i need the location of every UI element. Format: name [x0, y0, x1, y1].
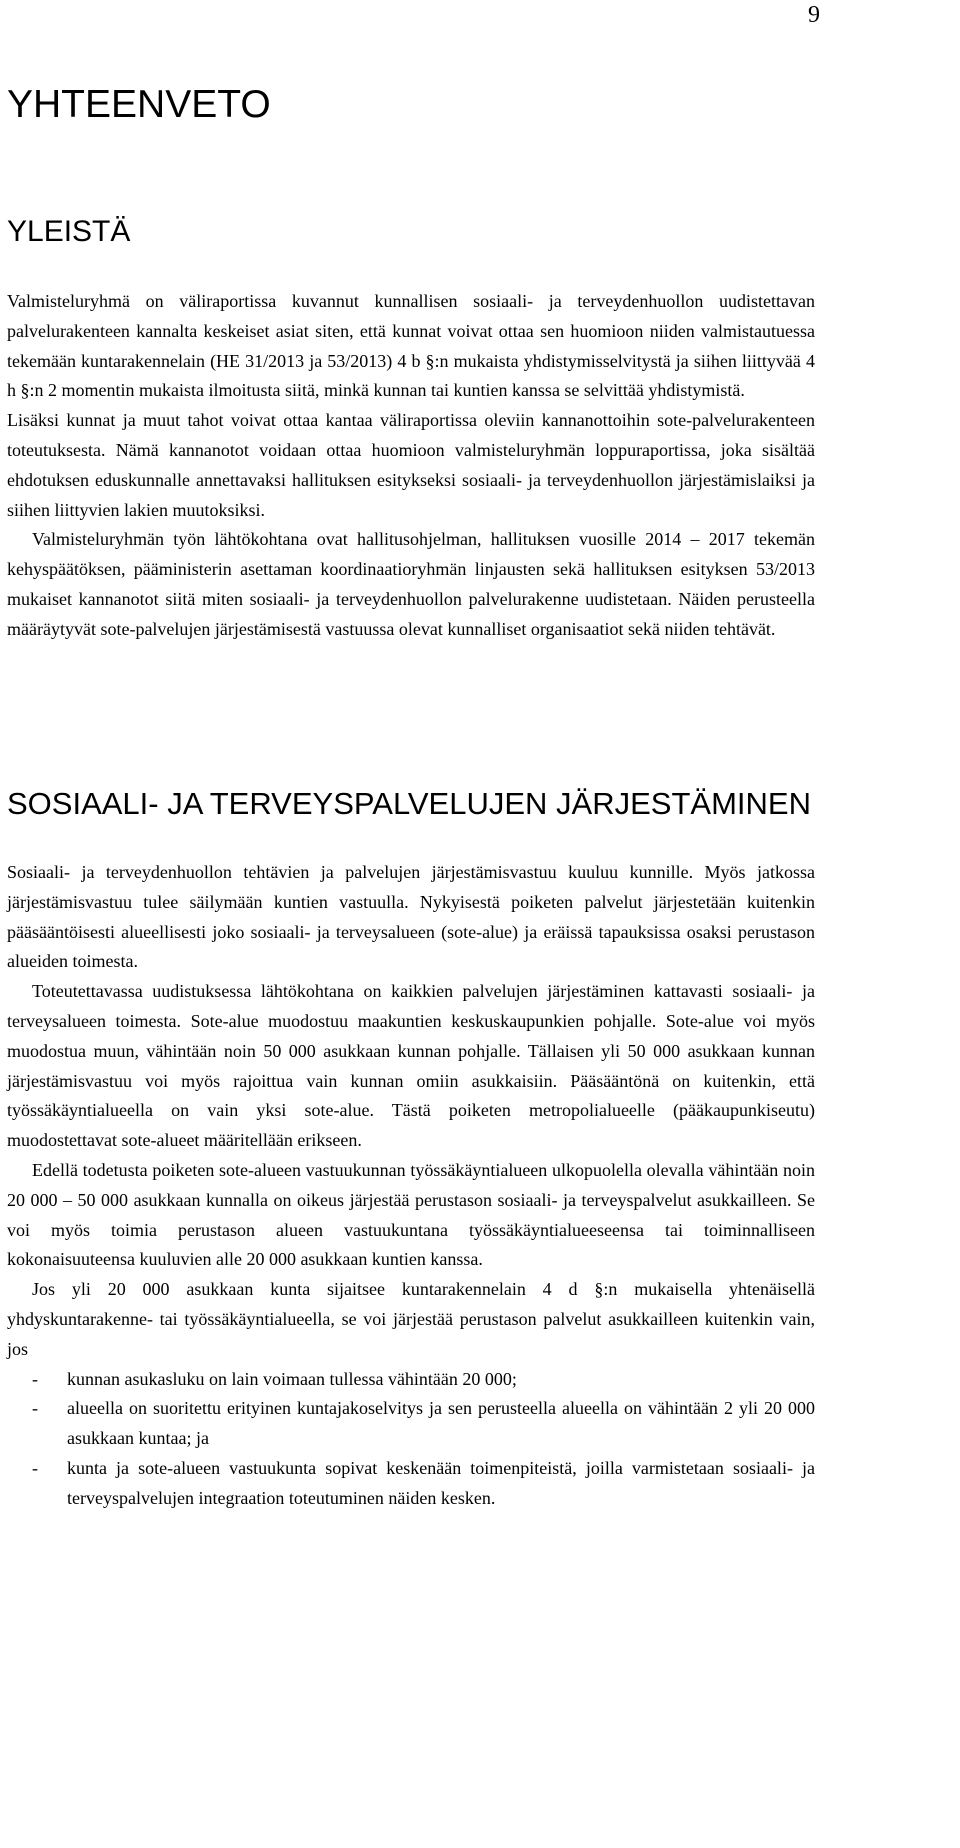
list-item [7, 1365, 815, 1395]
paragraph: Valmisteluryhmän työn lähtökohtana ovat hallitusohjelman, hallituksen vuosille 2014 – 2017 tekemän kehyspäätöksen, pääministerin asettaman koordinaatioryhmän linjausten sekä hallituksen esityksen 53/2013 mukaiset kannanotot siitä miten sosiaali- ja terveydenhuollon palvelurakenne uudistetaan. Näiden perusteella määräytyvät sote-palvelujen järjestämisestä vastuussa olevat kunnalliset organisaatiot sekä niiden tehtävät. [7, 529, 815, 639]
condition-list [7, 1365, 815, 1514]
paragraph: Toteutettavassa uudistuksessa lähtökohtana on kaikkien palvelujen järjestäminen kattavasti sosiaali- ja terveysalueen toimesta. Sote-alue muodostuu maakuntien keskuskaupunkien pohjalle. Sote-alue voi myös muodostua muun, vähintään noin 50 000 asukkaan kunnan pohjalle. Tällaisen yli 50 000 asukkaan kunnan järjestämisvastuu voi myös rajoittua vain kunnan omiin asukkaisiin. Pääsääntönä on kuitenkin, että työssäkäyntialueella on vain yksi sote-alue. Tästä poiketen metropolialueelle (pääkaupunkiseutu) muodostettavat sote-alueet määritellään erikseen. [7, 981, 815, 1151]
section-yleista-body [7, 287, 815, 645]
dash-bullet: - [32, 1457, 38, 1478]
paragraph: Jos yli 20 000 asukkaan kunta sijaitsee kuntarakennelain 4 d §:n mukaisella yhtenäisellä yhdyskuntarakenne- tai työssäkäyntialueella, se voi järjestää perustason palvelut asukkailleen kuitenkin vain, jos [7, 1279, 815, 1359]
section-heading-jarjestaminen: SOSIAALI- JA TERVEYSPALVELUJEN JÄRJESTÄMINEN [7, 786, 811, 821]
list-item-text: alueella on suoritettu erityinen kuntajakoselvitys ja sen perusteella alueella on vähintään 2 yli 20 000 asukkaan kuntaa; ja [67, 1398, 815, 1449]
section-jarjestaminen-body [7, 858, 815, 1514]
list-item-text: kunnan asukasluku on lain voimaan tullessa vähintään 20 000; [67, 1368, 517, 1389]
section-heading-yleista: YLEISTÄ [7, 215, 131, 248]
list-item-text: kunta ja sote-alueen vastuukunta sopivat keskenään toimenpiteistä, joilla varmistetaan sosiaali- ja terveyspalvelujen integraation toteutuminen näiden kesken. [67, 1457, 815, 1508]
dash-bullet: - [32, 1368, 38, 1389]
dash-bullet: - [32, 1398, 38, 1419]
list-item [7, 1454, 815, 1514]
paragraph: Lisäksi kunnat ja muut tahot voivat ottaa kantaa väliraportissa oleviin kannanottoihin sote-palvelurakenteen toteutuksesta. Nämä kannanotot voidaan ottaa huomioon valmisteluryhmän loppuraportissa, joka sisältää ehdotuksen eduskunnalle annettavaksi hallituksen esitykseksi sosiaali- ja terveydenhuollon järjestämislaiksi ja siihen liittyvien lakien muutoksiksi. [7, 410, 815, 520]
main-heading: YHTEENVETO [7, 83, 271, 126]
list-item [7, 1394, 815, 1454]
paragraph: Edellä todetusta poiketen sote-alueen vastuukunnan työssäkäyntialueen ulkopuolella olevalla vähintään noin 20 000 – 50 000 asukkaan kunnalla on oikeus järjestää perustason sosiaali- ja terveyspalvelut asukkailleen. Se voi myös toimia perustason alueen vastuukuntana työssäkäyntialueeseensa tai toiminnalliseen kokonaisuuteensa kuuluvien alle 20 000 asukkaan kuntien kanssa. [7, 1159, 815, 1270]
paragraph: Sosiaali- ja terveydenhuollon tehtävien ja palvelujen järjestämisvastuu kuuluu kunnille. Myös jatkossa järjestämisvastuu tulee säilymään kuntien vastuulla. Nykyisestä poiketen palvelut järjestetään kuitenkin pääsääntöisesti alueellisesti joko sosiaali- ja terveysalueen (sote-alue) ja eräissä tapauksissa osaksi perustason alueiden toimesta. [7, 862, 815, 972]
page-number: 9 [808, 2, 820, 28]
paragraph: Valmisteluryhmä on väliraportissa kuvannut kunnallisen sosiaali- ja terveydenhuollon uudistettavan palvelurakenteen kannalta keskeiset asiat siten, että kunnat voivat ottaa sen huomioon niiden valmistautuessa tekemään kuntarakennelain (HE 31/2013 ja 53/2013) 4 b §:n mukaista yhdistymisselvitystä ja siihen liittyvää 4 h §:n 2 momentin mukaista ilmoitusta siitä, minkä kunnan tai kuntien kanssa se selvittää yhdistymistä. [7, 291, 815, 401]
